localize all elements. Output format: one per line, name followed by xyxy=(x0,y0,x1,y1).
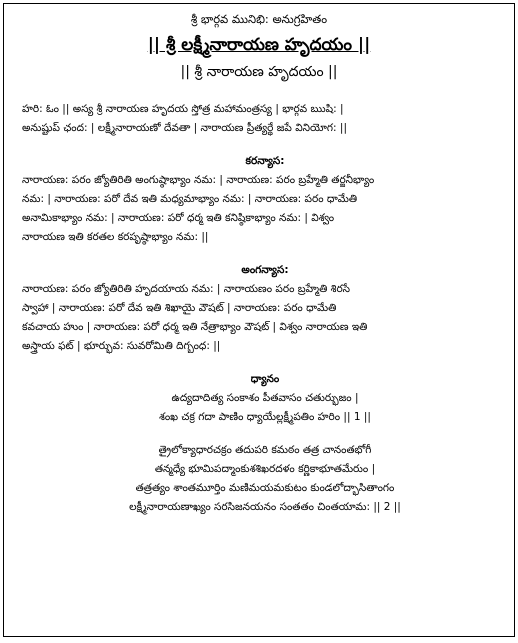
page-subtitle: || శ్రీ నారాయణ హృదయం || xyxy=(180,64,338,80)
anganyasa-line: స్వాహా | నారాయణ: పరో దేవ ఇతి శిఖాయై వౌషట్ | నారాయణ: పరం ధామేతి xyxy=(22,302,337,314)
anganyasa-line: కవచాయ హుం | నారాయణ: పరో ధర్మ ఇతి నేత్రాభ్యాం వౌషట్ | విశ్వం నారాయణ ఇతి xyxy=(22,321,368,333)
karanyasa-section xyxy=(4,152,514,247)
intro-line: అనుష్టుప్ ఛంద: | లక్ష్మీనారాయణో దేవతా | నారాయణ ప్రీత్యర్థే జపే వినియోగ: || xyxy=(22,122,347,134)
karanyasa-line: అనామికాభ్యాం నమ: | నారాయణ: పరో ధర్మ ఇతి కనిష్ఠికాభ్యాం నమ: | విశ్వం xyxy=(22,212,335,224)
karanyasa-line: నారాయణ ఇతి కరతల కరపృష్ఠాభ్యాం నమ: || xyxy=(22,231,209,243)
verse-line: లక్ష్మీనారాయణాఖ్యం సరసిజనయనం సంతతం చింతయామ: || 2 || xyxy=(129,501,401,513)
dhyanam-line: శంఖ చక్ర గదా పాణిం ధ్యాయేల్లక్ష్మీపతిం హరిం || 1 || xyxy=(159,411,371,423)
dhyanam-section xyxy=(4,370,514,427)
intro-section xyxy=(4,100,514,138)
verse-line: తన్మధ్యే భూమిపద్మాంకుశశిఖరదళం కర్ణికాభూతమేరుం | xyxy=(154,463,376,475)
anganyasa-line: నారాయణ: పరం జ్యోతిరితి హృదయాయ నమ: | నారాయణం పరం బ్రహ్మేతి శిరసే xyxy=(22,283,351,295)
dhyanam-line: ఉద్యదాదిత్య సంకాశం పీతవాసం చతుర్భుజం | xyxy=(171,392,359,404)
document-page xyxy=(3,3,515,637)
karanyasa-line: నమ: | నారాయణ: పరో దేవ ఇతి మధ్యమాభ్యాం నమ: | నారాయణ: పరం ధామేతి xyxy=(22,193,358,205)
verse-line: త్రైలోక్యాధారచక్రం తదుపరి కమఠం తత్ర చానంతభోగీ xyxy=(158,444,372,456)
verse-line: తత్రత్యం శాంతమూర్తిం మణిమయమకుటం కుండలోద్భాసితాంగం xyxy=(135,482,395,494)
karanyasa-line: నారాయణ: పరం జ్యోతిరితి అంగుష్ఠాభ్యాం నమ: | నారాయణ: పరం బ్రహ్మేతి తర్జనీభ్యాం xyxy=(22,174,375,186)
anganyasa-heading: అంగన్యాస: xyxy=(241,264,289,276)
page-title: || శ్రీ లక్ష్మీనారాయణ హృదయం || xyxy=(147,35,371,55)
verse-2-section xyxy=(4,441,514,517)
pre-title: శ్రీ భార్గవ మునిభి: అనుగ్రహితం xyxy=(190,12,328,26)
intro-line: హరి: ఓం || అస్య శ్రీ నారాయణ హృదయ స్తోత్ర మహామంత్రస్య | భార్గవ ఋషి: | xyxy=(22,103,344,115)
anganyasa-line: అస్త్రాయ ఫట్ | భూర్భువ: సువరోమితి దిగ్బంధ: || xyxy=(22,340,221,352)
anganyasa-section xyxy=(4,261,514,356)
karanyasa-heading: కరన్యాస: xyxy=(245,155,285,167)
dhyanam-heading: ధ్యానం xyxy=(250,373,280,385)
